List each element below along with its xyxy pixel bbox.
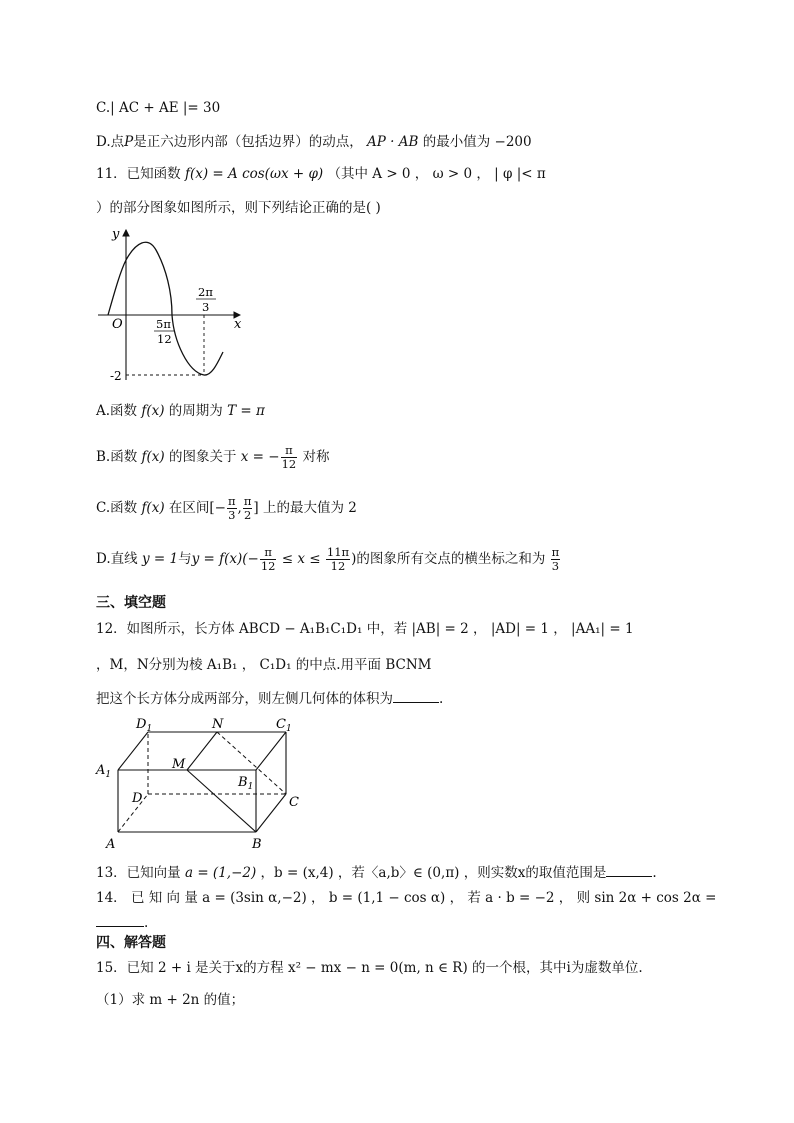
paren-close: ) bbox=[351, 551, 357, 567]
question-14-answer-line bbox=[96, 912, 148, 933]
q11-conditions: （其中 A > 0 ， ω > 0 ， | φ |< π bbox=[327, 166, 546, 182]
opt-a-desc: 的周期为 bbox=[168, 403, 223, 419]
q12-stem-1: 12．如图所示，长方体 ABCD − A₁B₁C₁D₁ 中，若 |AB| = 2 ， |AD| = 1 ， |AA₁| = 1 bbox=[96, 621, 634, 637]
label-n: N bbox=[212, 717, 224, 732]
inequality: ≤ x ≤ bbox=[281, 551, 321, 567]
frac-num: π bbox=[227, 494, 236, 508]
q15-stem: 15．已知 2 + i 是关于x的方程 x² − mx − n = 0(m, n ∈ R) 的一个根，其中i为虚数单位. bbox=[96, 960, 643, 976]
frac-num: π bbox=[260, 546, 277, 560]
label-a: A bbox=[106, 837, 116, 852]
q11-option-c bbox=[96, 495, 357, 522]
frac-num: π bbox=[243, 494, 252, 508]
section-fill-in-heading: 三、填空题 bbox=[96, 595, 166, 611]
q13-vector-a: a = (1,−2) bbox=[184, 865, 257, 881]
frac-num: 11π bbox=[326, 545, 350, 559]
question-11-line2 bbox=[96, 198, 381, 218]
line-y1: y = 1 bbox=[141, 551, 179, 567]
q11-function: f(x) = A cos(ωx + φ) bbox=[184, 166, 324, 182]
fraction-11pi-12 bbox=[326, 546, 350, 573]
opt-a-period: T = π bbox=[227, 403, 265, 419]
question-11-line1 bbox=[96, 164, 546, 184]
opt-b-prefix: B.函数 bbox=[96, 449, 138, 465]
frac-den: 3 bbox=[228, 508, 236, 522]
frac-den: 3 bbox=[551, 559, 560, 573]
question-14-line bbox=[96, 888, 716, 908]
q13-prefix: 13．已知向量 bbox=[96, 865, 181, 881]
fraction-pi-12 bbox=[281, 444, 298, 471]
y-axis-label: y bbox=[112, 227, 120, 242]
label-b1: $B_1$ bbox=[238, 775, 254, 792]
question-15-line2 bbox=[96, 990, 244, 1010]
edge-a1-d1 bbox=[118, 732, 148, 770]
answer-blank-q12[interactable] bbox=[393, 688, 439, 703]
x-axis-label: x bbox=[234, 317, 242, 332]
option-c-text: C.| AC + AE |= 30 bbox=[96, 100, 221, 116]
option-d-line bbox=[96, 132, 532, 152]
interval-close: ] bbox=[253, 500, 259, 516]
point-p: P bbox=[124, 134, 134, 150]
label-b: B bbox=[252, 837, 262, 852]
tick-5pi12-den: 12 bbox=[157, 332, 172, 346]
opt-b-desc: 的图象关于 bbox=[168, 449, 237, 465]
label-d1: $D_1$ bbox=[136, 717, 153, 734]
fraction-pi-12b bbox=[260, 546, 277, 573]
tick-2pi3-num: 2π bbox=[198, 285, 213, 299]
opt-c-desc: 在区间 bbox=[168, 500, 210, 516]
frac-num: π bbox=[281, 444, 298, 458]
frac-den: 12 bbox=[330, 559, 346, 573]
option-c-line bbox=[96, 98, 220, 118]
tick-5pi12-num: 5π bbox=[156, 317, 171, 331]
opt-d-desc: 的图象所有交点的横坐标之和为 bbox=[356, 551, 546, 567]
opt-b-x: x = − bbox=[240, 449, 280, 465]
question-13-line: 13．已知向量 a = (1,−2) ，b = (x,4) ，若〈a,b〉∈ (0,π) ，则实数x的取值范围是 . bbox=[96, 862, 657, 883]
opt-b-f: f(x) bbox=[141, 449, 165, 465]
opt-b-suffix: 对称 bbox=[302, 449, 330, 465]
interval-open: [− bbox=[209, 500, 226, 516]
answer-blank-q14[interactable] bbox=[96, 912, 144, 927]
q11-prefix: 11．已知函数 bbox=[96, 166, 181, 182]
section-solution-heading: 四、解答题 bbox=[96, 935, 166, 951]
with-word: 与 bbox=[178, 551, 192, 567]
opt-a-f: f(x) bbox=[141, 403, 165, 419]
fraction-pi-3 bbox=[227, 495, 237, 522]
q11-option-a bbox=[96, 401, 265, 421]
label-c1: $C_1$ bbox=[276, 717, 292, 734]
q11-option-b bbox=[96, 444, 330, 471]
frac-num: π bbox=[551, 545, 560, 559]
tick-2pi3-den: 3 bbox=[202, 300, 210, 314]
opt-d-prefix: D.直线 bbox=[96, 551, 138, 567]
vector-dot-product: AP · AB bbox=[367, 134, 419, 150]
edge-b1-c1 bbox=[256, 732, 286, 770]
edge-b-c bbox=[256, 794, 286, 832]
frac-den: 2 bbox=[243, 508, 252, 522]
line-y2: y = f(x)(− bbox=[191, 551, 259, 567]
opt-a-prefix: A.函数 bbox=[96, 403, 138, 419]
label-d: D bbox=[132, 791, 143, 806]
fraction-pi-3b bbox=[551, 546, 561, 573]
q12-stem-3: 把这个长方体分成两部分，则左侧几何体的体积为 bbox=[96, 691, 393, 707]
ymin-label: -2 bbox=[110, 369, 122, 383]
label-m: M bbox=[172, 757, 186, 772]
cuboid-figure bbox=[92, 716, 312, 854]
opt-c-f: f(x) bbox=[141, 500, 165, 516]
question-12-line1 bbox=[96, 619, 634, 639]
interval-comma: , bbox=[237, 500, 242, 516]
q13-stem: ，b = (x,4) ，若〈a,b〉∈ (0,π) ，则实数x的取值范围是 bbox=[260, 865, 607, 881]
line-m-n bbox=[187, 732, 217, 770]
question-15-line1 bbox=[96, 958, 643, 978]
origin-label: O bbox=[112, 317, 123, 332]
answer-blank-q13[interactable] bbox=[606, 862, 652, 877]
q15-part1: （1）求 m + 2n 的值； bbox=[96, 992, 245, 1008]
option-d-desc: 是正六边形内部（包括边界）的动点， bbox=[133, 134, 363, 150]
q14-stem: 14． 已 知 向 量 a = (3sin α,−2) ， b = (1,1 − cos α) ， 若 a · b = −2 ， 则 sin 2α + cos 2α = bbox=[96, 890, 717, 906]
opt-c-suffix: 上的最大值为 2 bbox=[262, 500, 357, 516]
fraction-pi-2 bbox=[243, 495, 253, 522]
question-12-line3: 把这个长方体分成两部分，则左侧几何体的体积为 . bbox=[96, 688, 443, 709]
frac-den: 12 bbox=[260, 559, 276, 573]
option-d-prefix: D.点 bbox=[96, 134, 125, 150]
label-c: C bbox=[289, 795, 299, 810]
opt-c-prefix: C.函数 bbox=[96, 500, 138, 516]
q11-stem: ）的部分图象如图所示，则下列结论正确的是( ) bbox=[96, 200, 381, 216]
question-12-line2 bbox=[96, 655, 432, 675]
q11-option-d bbox=[96, 546, 561, 573]
cosine-graph bbox=[92, 222, 262, 392]
q12-stem-2: ，M，N分别为棱 A₁B₁ ， C₁D₁ 的中点.用平面 BCNM bbox=[96, 657, 432, 673]
option-d-suffix: 的最小值为 −200 bbox=[422, 134, 532, 150]
q14-period: . bbox=[144, 915, 149, 931]
label-a1: $A_1$ bbox=[96, 763, 112, 780]
frac-den: 12 bbox=[281, 457, 297, 471]
